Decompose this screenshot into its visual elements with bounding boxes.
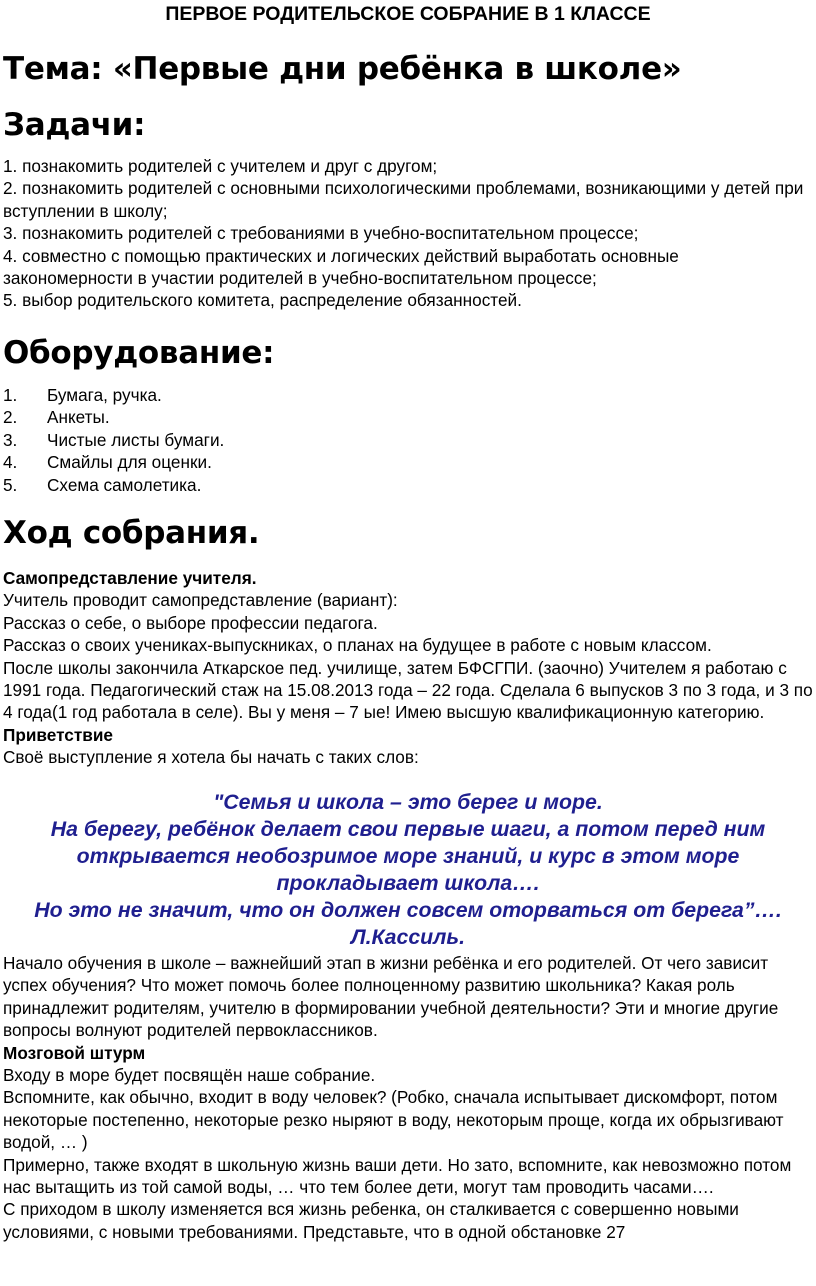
- list-item: 4. совместно с помощью практических и логических действий выработать основные закономерности в участии родителей в учебно-воспитательном процессе;: [3, 245, 679, 289]
- list-number: 3.: [3, 429, 18, 450]
- paragraph: С приходом в школу изменяется вся жизнь ребенка, он сталкивается с совершенно новыми условиями, с новыми требованиями. Представьте, что в одной обстановке 27: [3, 1199, 739, 1242]
- quote-line: Но это не значит, что он должен совсем оторваться от берега”…. Л.Кассиль.: [34, 898, 782, 949]
- self-intro-heading: Самопредставление учителя.: [3, 568, 257, 588]
- list-text: Смайлы для оценки.: [47, 452, 212, 473]
- epigraph-quote: [0, 789, 816, 951]
- equipment-list: [3, 384, 813, 496]
- paragraph: Вспомните, как обычно, входит в воду человек? (Робко, сначала испытывает дискомфорт, потом некоторые постепенно, некоторые резко ныряют в воду, некоторым проще, когда их обрызгивают водой, … ): [3, 1087, 784, 1153]
- paragraph: Примерно, также входят в школьную жизнь ваши дети. Но зато, вспомните, как невозможно потом нас вытащить из той самой воды, … что тем более дети, могут там проводить часами….: [3, 1154, 792, 1198]
- paragraph: Входу в море будет посвящён наше собрание.: [3, 1065, 376, 1086]
- list-text: Бумага, ручка.: [47, 385, 162, 405]
- paragraph: Рассказ о себе, о выборе профессии педагога.: [3, 612, 378, 633]
- list-item: 3. познакомить родителей с требованиями в учебно-воспитательном процессе;: [3, 223, 639, 244]
- topic-heading: Тема: «Первые дни ребёнка в школе»: [3, 51, 682, 87]
- list-item: [3, 451, 813, 473]
- list-number: 2.: [3, 407, 18, 428]
- list-item: [3, 384, 813, 406]
- list-text: Схема самолетика.: [47, 474, 202, 495]
- list-number: 4.: [3, 452, 18, 473]
- self-intro-section: [3, 567, 813, 769]
- tasks-heading: Задачи:: [3, 107, 146, 143]
- brainstorm-heading: Мозговой штурм: [3, 1042, 146, 1063]
- paragraph: Учитель проводит самопредставление (вариант):: [3, 590, 398, 611]
- paragraph: Рассказ о своих учениках-выпускниках, о планах на будущее в работе с новым классом.: [3, 635, 712, 656]
- list-item: 1. познакомить родителей с учителем и друг с другом;: [3, 156, 438, 176]
- list-text: Анкеты.: [47, 407, 110, 428]
- paragraph: Своё выступление я хотела бы начать с таких слов:: [3, 747, 419, 768]
- paragraph: После школы закончила Аткарское пед. училище, затем БФСГПИ. (заочно) Учителем я работаю с 1991 года. Педагогический стаж на 15.08.2013 года – 22 года. Сделала 6 выпусков 3 по 3 года, и 3 по 4 года(1 год работала в селе). Вы у меня – 7 ые! Имею высшую квалификационную категорию.: [3, 657, 813, 723]
- list-item: [3, 474, 813, 496]
- list-item: [3, 429, 813, 451]
- list-item: 2. познакомить родителей с основными психологическими проблемами, возникающими у детей при вступлении в школу;: [3, 178, 804, 221]
- tasks-list: [3, 155, 813, 312]
- main-text-section: [3, 952, 813, 1243]
- document-title: ПЕРВОЕ РОДИТЕЛЬСКОЕ СОБРАНИЕ В 1 КЛАССЕ: [165, 3, 651, 25]
- list-number: 1.: [3, 385, 18, 405]
- progress-heading: Ход собрания.: [3, 515, 260, 551]
- list-number: 5.: [3, 474, 18, 495]
- quote-line: На берегу, ребёнок делает свои первые шаги, а потом перед ним открывается необозримое море знаний, и курс в этом море прокладывает школа….: [50, 817, 766, 895]
- quote-line: "Семья и школа – это берег и море.: [213, 790, 603, 814]
- paragraph: Начало обучения в школе – важнейший этап в жизни ребёнка и его родителей. От чего зависит успех обучения? Что может помочь более полноценному развитию школьника? Какая роль принадлежит родителям, учителю в формировании учебной деятельности? Эти и многие другие вопросы волнуют родителей первоклассников.: [3, 953, 779, 1041]
- list-item: 5. выбор родительского комитета, распределение обязанностей.: [3, 290, 522, 311]
- list-item: [3, 406, 813, 428]
- greeting-heading: Приветствие: [3, 724, 113, 745]
- list-text: Чистые листы бумаги.: [47, 429, 225, 450]
- equipment-heading: Оборудование:: [3, 335, 275, 371]
